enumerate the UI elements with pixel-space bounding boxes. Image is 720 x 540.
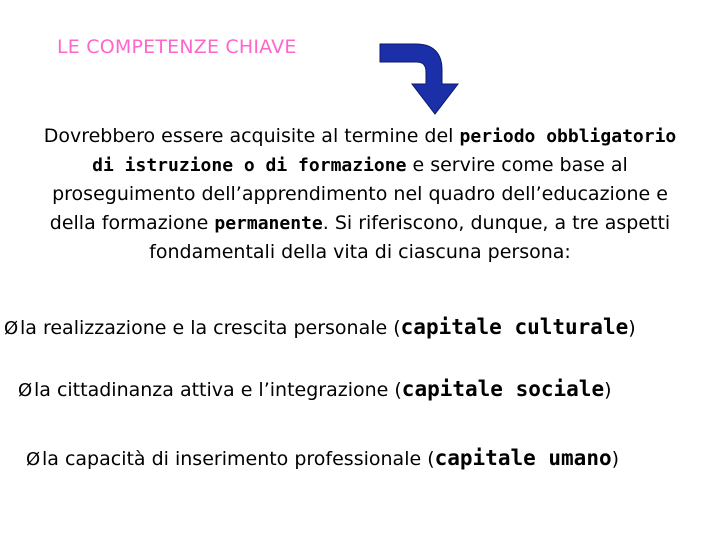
bullet-key-term: capitale culturale <box>400 315 629 339</box>
bullet-close: ) <box>604 379 612 401</box>
intro-paragraph <box>34 122 686 267</box>
bullet-arrow-icon: Ø <box>26 449 41 470</box>
paragraph-text-3: . Si riferiscono, dunque, a tre aspetti fondamentali della vita di ciascuna persona: <box>149 212 671 263</box>
bullet-close: ) <box>628 317 636 339</box>
bullet-text: la cittadinanza attiva e l’integrazione ( <box>34 379 402 401</box>
bullet-key-term: capitale sociale <box>401 377 605 401</box>
paragraph-emphasis-1: periodo obbligatorio di istruzione o di formazione <box>92 126 677 176</box>
bullet-arrow-icon: Ø <box>4 318 19 339</box>
slide-title: LE COMPETENZE CHIAVE <box>57 36 297 58</box>
bullet-close: ) <box>611 448 620 470</box>
paragraph-text-2: e servire come base al proseguimento dell’apprendimento nel quadro dell’educazione e della formazione <box>49 154 668 234</box>
bullet-item-cultural <box>4 315 636 341</box>
bullet-arrow-icon: Ø <box>18 380 33 401</box>
paragraph-text-1: Dovrebbero essere acquisite al termine del <box>43 125 460 147</box>
bullet-text: la realizzazione e la crescita personale ( <box>20 317 401 339</box>
bullet-key-term: capitale umano <box>434 446 612 470</box>
bullet-item-human <box>26 446 619 472</box>
bullet-text: la capacità di inserimento professionale ( <box>42 448 435 470</box>
bullet-item-social <box>18 377 612 403</box>
curved-arrow-down-icon <box>376 40 466 118</box>
paragraph-emphasis-2: permanente <box>214 213 323 234</box>
